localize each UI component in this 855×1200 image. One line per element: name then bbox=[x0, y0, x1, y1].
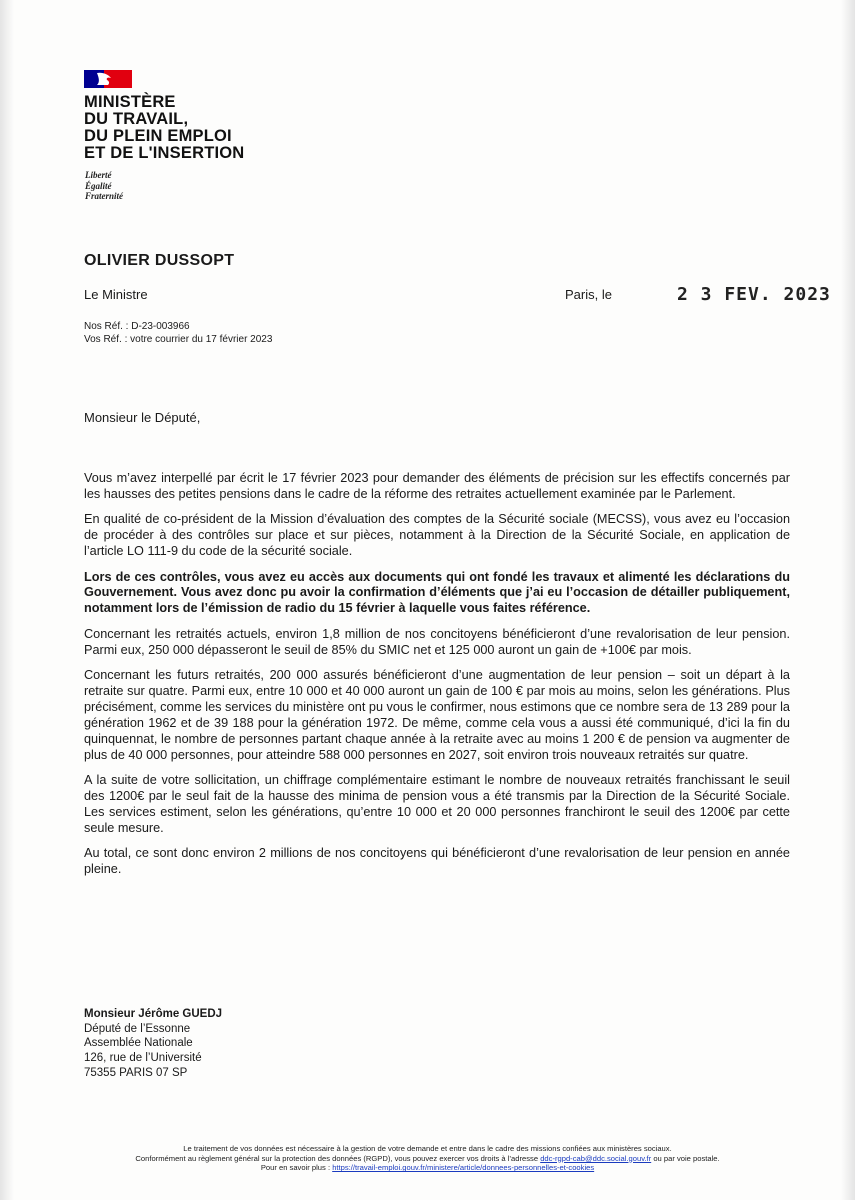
gdpr-footer bbox=[60, 1144, 795, 1173]
recipient-line: 75355 PARIS 07 SP bbox=[84, 1066, 188, 1079]
ministry-line: MINISTÈRE bbox=[84, 93, 176, 111]
dateline-place: Paris, le bbox=[565, 287, 612, 302]
body-paragraph: Vous m’avez interpellé par écrit le 17 février 2023 pour demander des éléments de précision sur les effectifs concernés par les hausses des petites pensions dans le cadre de la réforme des retraites actuellement examinée par le Parlement. bbox=[84, 471, 790, 501]
recipient-line: Député de l’Essonne bbox=[84, 1022, 191, 1035]
ministry-line: ET DE L'INSERTION bbox=[84, 144, 245, 162]
ministry-line: DU PLEIN EMPLOI bbox=[84, 127, 232, 145]
republic-motto bbox=[85, 170, 123, 202]
motto-line: Fraternité bbox=[85, 191, 124, 201]
sender-name: OLIVIER DUSSOPT bbox=[84, 252, 235, 269]
your-reference: Vos Réf. : votre courrier du 17 février 2023 bbox=[84, 334, 273, 345]
marianne-logo-icon bbox=[84, 70, 132, 88]
body-paragraph-bold: Lors de ces contrôles, vous avez eu accès aux documents qui ont fondé les travaux et alimenté les déclarations du Gouvernement. Vous avez donc pu avoir la confirmation d’éléments que j’ai eu l’occasion de détailler publiquement, notamment lors de l’émission de radio du 15 février à laquelle vous faites référence. bbox=[84, 569, 790, 616]
page-edge-shadow bbox=[0, 0, 14, 1200]
date-stamp: 2 3 FEV. 2023 bbox=[677, 284, 831, 305]
letter-body bbox=[84, 471, 790, 887]
footer-line bbox=[60, 1163, 795, 1173]
body-paragraph: Au total, ce sont donc environ 2 millions de nos concitoyens qui bénéficieront d’une revalorisation de leur pension en année pleine. bbox=[84, 846, 790, 877]
salutation: Monsieur le Député, bbox=[84, 410, 201, 425]
footer-text: Conformément au règlement général sur la protection des données (RGPD), vous pouvez exercer vos droits à l’adresse bbox=[135, 1153, 539, 1163]
footer-line bbox=[60, 1154, 795, 1164]
page-edge-shadow bbox=[841, 0, 855, 1200]
body-paragraph: En qualité de co-président de la Mission d’évaluation des comptes de la Sécurité sociale (MECSS), vous avez eu l’occasion de procéder à des contrôles sur place et sur pièces, notamment à la Direction de la Sécurité Sociale, en application de l’article LO 111-9 du code de la sécurité sociale. bbox=[84, 512, 790, 559]
motto-line: Liberté bbox=[85, 170, 112, 180]
body-paragraph: Concernant les futurs retraités, 200 000 assurés bénéficieront d’une augmentation de leur pension – soit un départ à la retraite sur quatre. Parmi eux, entre 10 000 et 40 000 auront un gain de 100 € par mois au moins, selon les générations. Plus précisément, comme les services du ministère ont pu vous le confirmer, nous estimons que ce nombre sera de 13 289 pour la génération 1962 et de 39 188 pour la génération 1972. De même, comme cela vous a aussi été communiqué, d’ici la fin du quinquennat, le nombre de personnes partant chaque année à la retraite avec au moins 1 200 € de pension va augmenter de plus de 40 000 personnes, pour atteindre 588 000 personnes en 2027, soit environ trois nouveaux retraités sur quatre. bbox=[84, 668, 790, 762]
gdpr-email-link[interactable]: ddc-rgpd-cab@ddc.social.gouv.fr bbox=[540, 1153, 652, 1163]
ministry-name bbox=[84, 94, 244, 162]
privacy-policy-link[interactable]: https://travail-emploi.gouv.fr/ministere/article/donnees-personnelles-et-cookies bbox=[332, 1163, 595, 1173]
ministry-line: DU TRAVAIL, bbox=[84, 110, 189, 128]
our-reference: Nos Réf. : D-23-003966 bbox=[84, 321, 190, 332]
motto-line: Égalité bbox=[85, 180, 112, 191]
recipient-line: Assemblée Nationale bbox=[84, 1037, 193, 1050]
recipient-line: 126, rue de l’Université bbox=[84, 1052, 202, 1065]
sender-title: Le Ministre bbox=[84, 287, 148, 302]
references bbox=[84, 320, 272, 346]
body-paragraph: Concernant les retraités actuels, environ 1,8 million de nos concitoyens bénéficieront d’une revalorisation de leur pension. Parmi eux, 250 000 dépasseront le seuil de 85% du SMIC net et 125 000 auront un gain de +100€ par mois. bbox=[84, 626, 790, 657]
footer-line: Le traitement de vos données est nécessaire à la gestion de votre demande et entre dans le cadre des missions confiées aux ministères sociaux. bbox=[183, 1144, 672, 1153]
recipient-name: Monsieur Jérôme GUEDJ bbox=[84, 1008, 223, 1020]
body-paragraph: A la suite de votre sollicitation, un chiffrage complémentaire estimant le nombre de nouveaux retraités franchissant le seuil des 1200€ par le seul fait de la hausse des minima de pension vous a été transmis par la Direction de la Sécurité Sociale. Les services estiment, selon les générations, qu’entre 10 000 et 20 000 personnes franchiront le seuil des 1200€ par cette seule mesure. bbox=[84, 773, 790, 835]
footer-text: ou par voie postale. bbox=[653, 1153, 720, 1163]
footer-text: Pour en savoir plus : bbox=[260, 1163, 331, 1173]
recipient-address bbox=[84, 1007, 222, 1081]
